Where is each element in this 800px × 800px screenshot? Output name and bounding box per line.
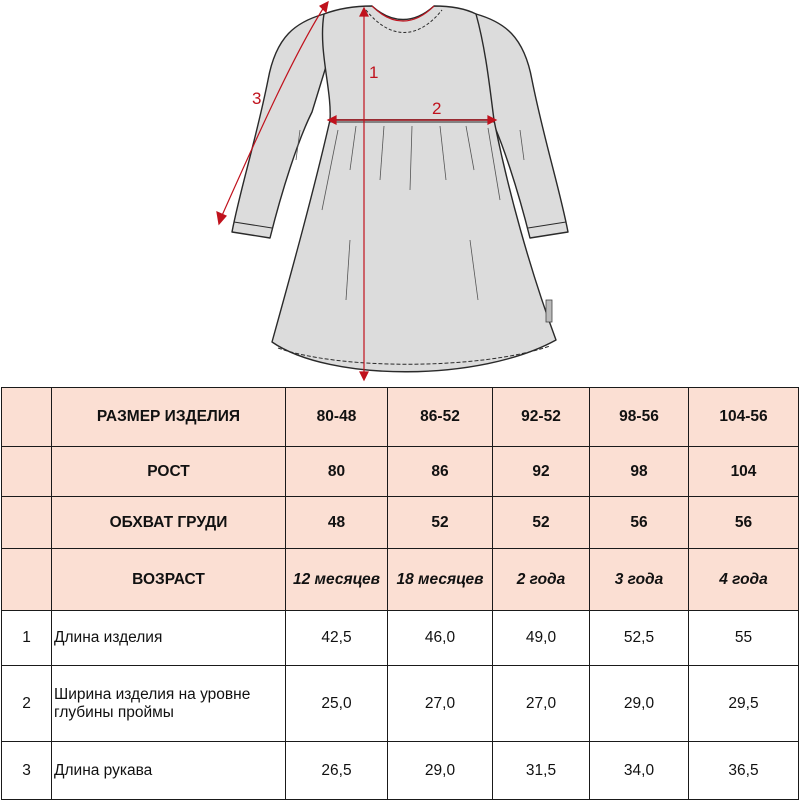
table-cell: 55 <box>689 611 799 666</box>
table-cell: 49,0 <box>493 611 590 666</box>
table-cell: 29,5 <box>689 666 799 742</box>
table-cell: 92-52 <box>493 388 590 447</box>
table-cell: 48 <box>286 497 388 549</box>
size-table <box>1 387 799 800</box>
table-row <box>2 497 799 549</box>
table-cell: 92 <box>493 447 590 497</box>
table-cell: 86-52 <box>388 388 493 447</box>
table-cell: 104-56 <box>689 388 799 447</box>
row-number <box>2 388 52 447</box>
table-cell: 18 месяцев <box>388 549 493 611</box>
row-number <box>2 549 52 611</box>
row-number <box>2 447 52 497</box>
row-label: ОБХВАТ ГРУДИ <box>52 497 286 549</box>
row-number <box>2 497 52 549</box>
row-number: 1 <box>2 611 52 666</box>
table-row <box>2 447 799 497</box>
table-cell: 36,5 <box>689 742 799 800</box>
row-label: ВОЗРАСТ <box>52 549 286 611</box>
table-cell: 52 <box>493 497 590 549</box>
table-cell: 2 года <box>493 549 590 611</box>
row-number: 3 <box>2 742 52 800</box>
table-cell: 3 года <box>590 549 689 611</box>
row-label: РАЗМЕР ИЗДЕЛИЯ <box>52 388 286 447</box>
table-row <box>2 611 799 666</box>
table-cell: 80 <box>286 447 388 497</box>
table-cell: 56 <box>590 497 689 549</box>
row-label: Длина рукава <box>52 742 286 800</box>
bodice <box>322 6 494 120</box>
table-cell: 52 <box>388 497 493 549</box>
table-cell: 26,5 <box>286 742 388 800</box>
table-row <box>2 549 799 611</box>
table-row <box>2 666 799 742</box>
table-cell: 52,5 <box>590 611 689 666</box>
table-cell: 27,0 <box>493 666 590 742</box>
sleeve-measure-label: 3 <box>252 89 262 108</box>
table-cell: 46,0 <box>388 611 493 666</box>
length-measure-label: 1 <box>369 63 379 82</box>
row-label: РОСТ <box>52 447 286 497</box>
table-row <box>2 388 799 447</box>
table-cell: 42,5 <box>286 611 388 666</box>
table-cell: 98 <box>590 447 689 497</box>
row-label: Ширина изделия на уровне глубины проймы <box>52 666 286 742</box>
table-cell: 56 <box>689 497 799 549</box>
table-cell: 4 года <box>689 549 799 611</box>
dress-drawing <box>0 0 800 390</box>
table-cell: 98-56 <box>590 388 689 447</box>
table-cell: 29,0 <box>590 666 689 742</box>
table-cell: 34,0 <box>590 742 689 800</box>
table-cell: 80-48 <box>286 388 388 447</box>
table-cell: 31,5 <box>493 742 590 800</box>
table-cell: 86 <box>388 447 493 497</box>
dress-sketch <box>0 0 800 390</box>
table-cell: 29,0 <box>388 742 493 800</box>
table-cell: 25,0 <box>286 666 388 742</box>
table-row <box>2 742 799 800</box>
table-cell: 104 <box>689 447 799 497</box>
row-number: 2 <box>2 666 52 742</box>
table-cell: 27,0 <box>388 666 493 742</box>
row-label: Длина изделия <box>52 611 286 666</box>
width-measure-label: 2 <box>432 99 442 118</box>
table-cell: 12 месяцев <box>286 549 388 611</box>
